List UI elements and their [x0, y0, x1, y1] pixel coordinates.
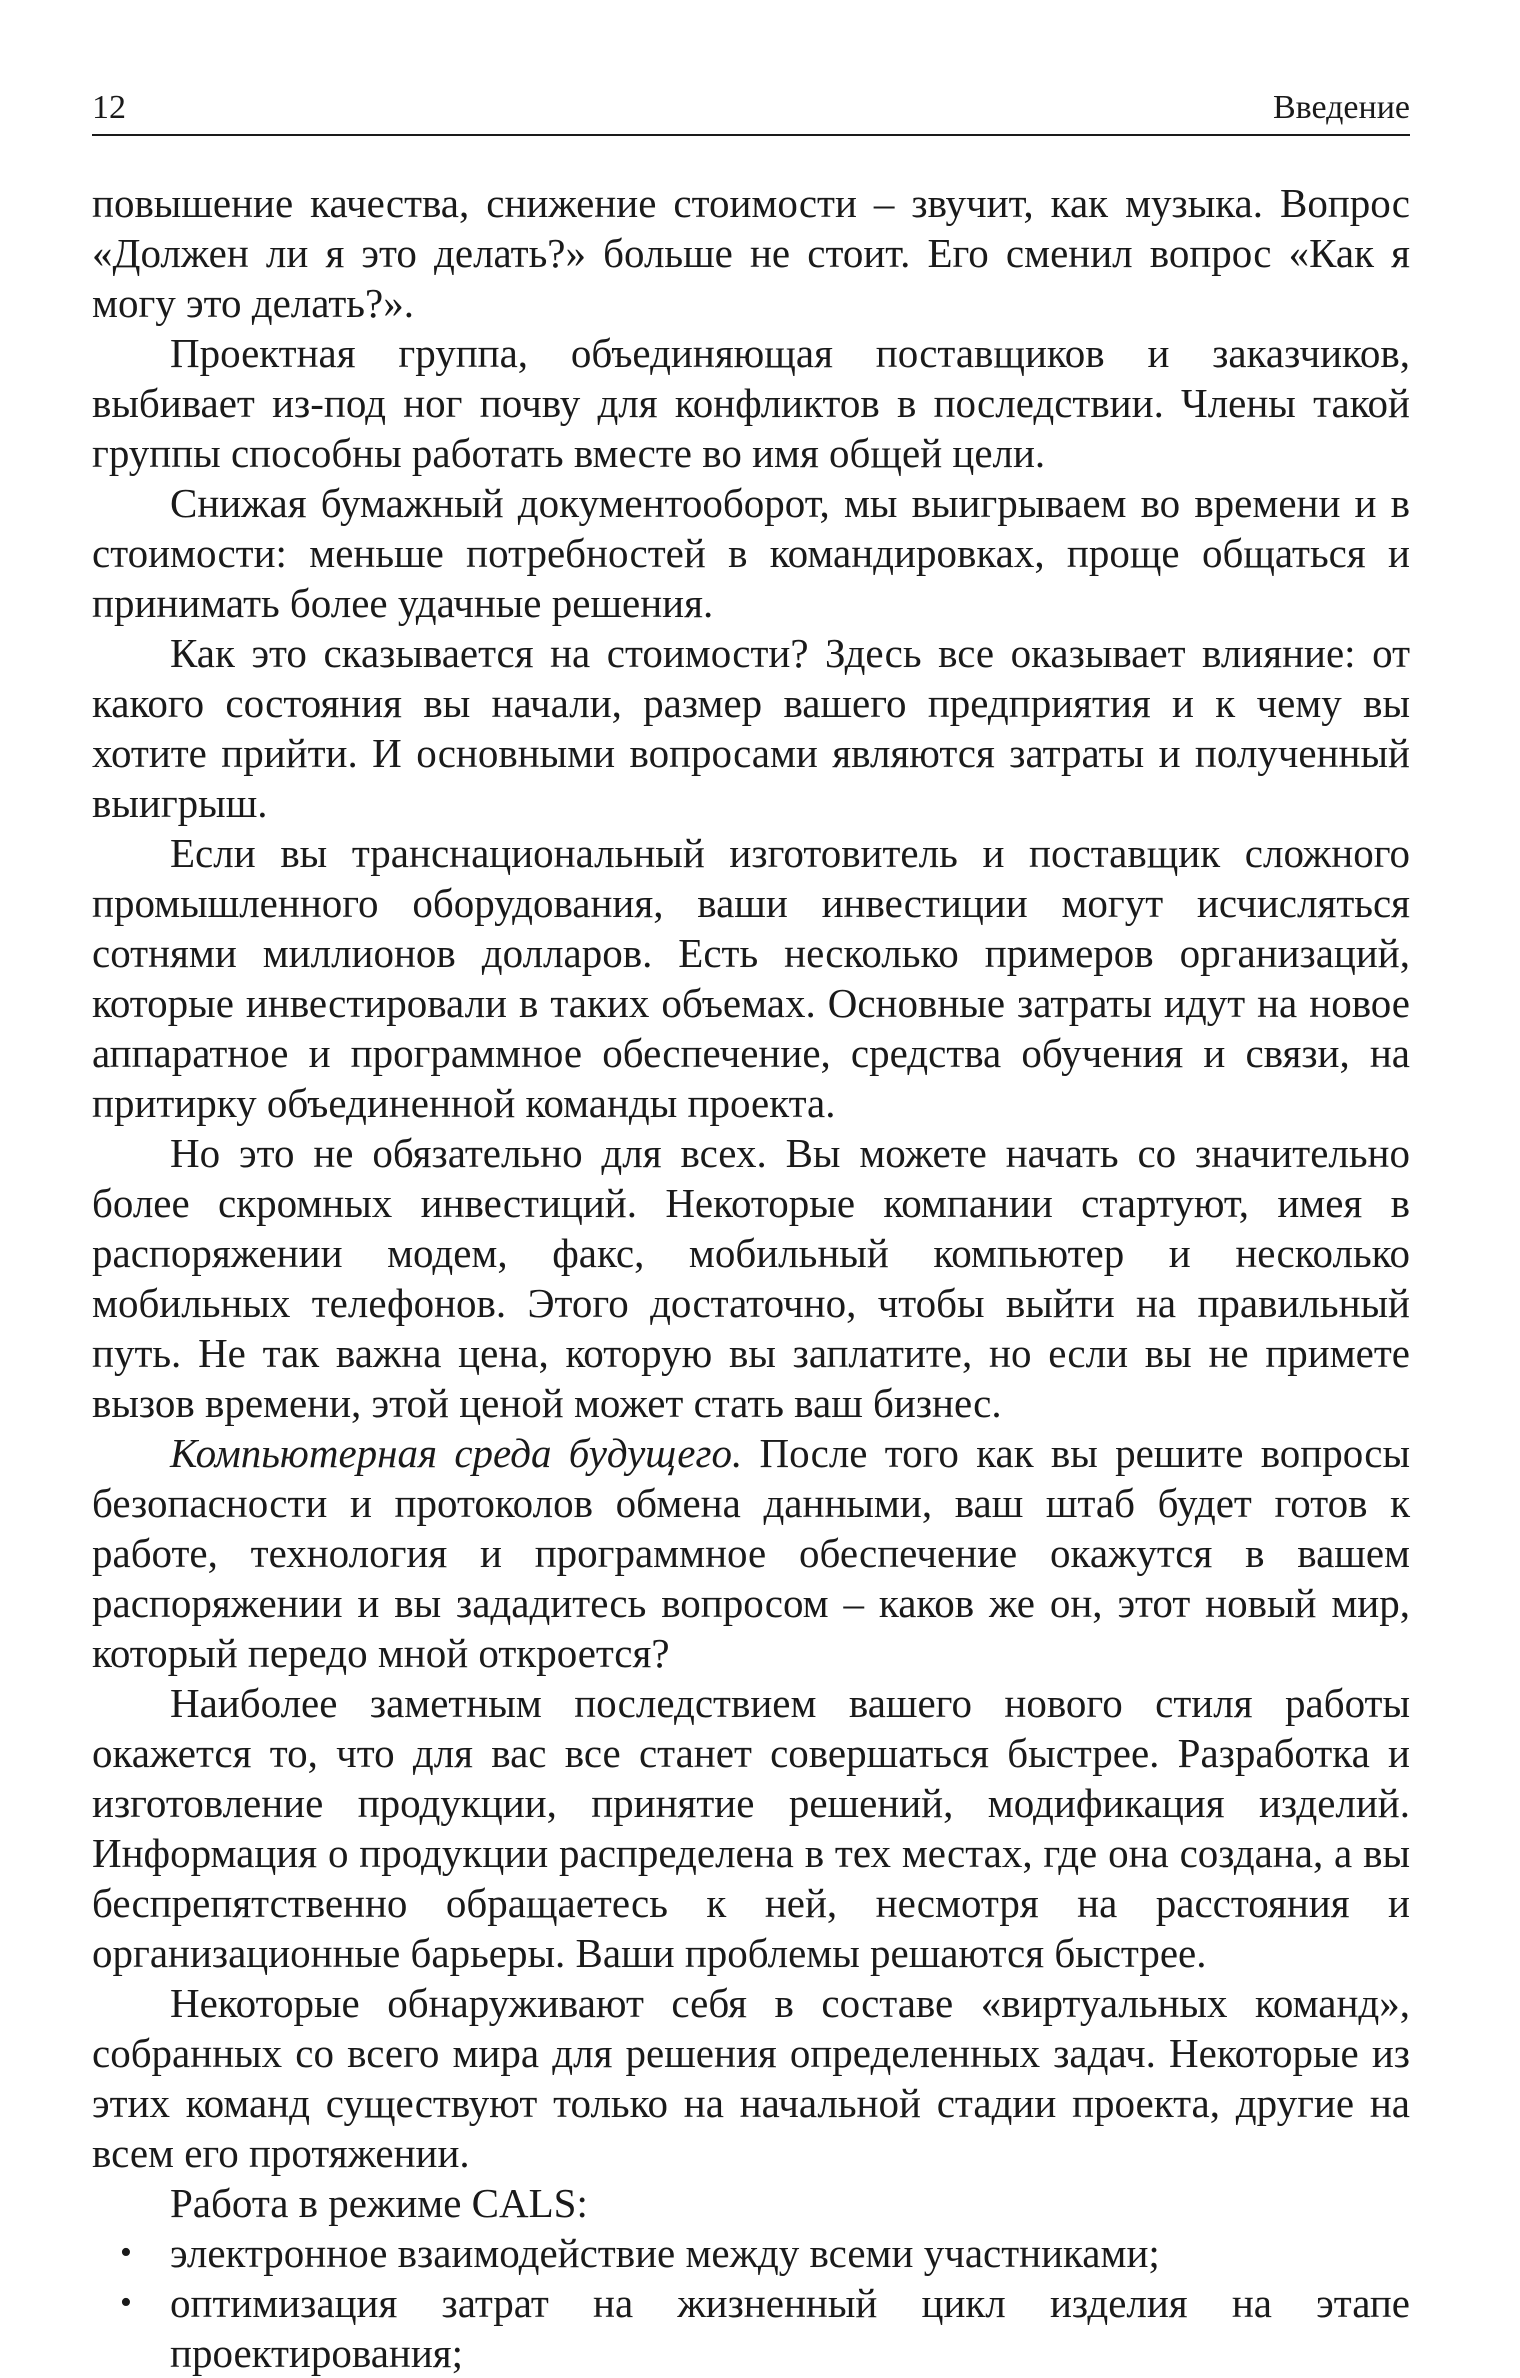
paragraph: Как это сказывается на стоимости? Здесь все оказывает влияние: от какого состояния вы начали, размер вашего предприятия и к чему вы хотите прийти. И основными вопросами являются затраты и полученный выигрыш. [92, 630, 1410, 826]
italic-lead: Компьютерная среда будущего. [170, 1430, 743, 1476]
bullet-icon: • [120, 2234, 132, 2271]
bullet-list [92, 2228, 1410, 2378]
section-title: Введение [1272, 89, 1410, 126]
list-intro: Работа в режиме CALS: [170, 2180, 588, 2226]
italic-paragraph-text: После того как вы решите вопросы безопасности и протоколов обмена данными, ваш штаб будет готов к работе, технология и программное обеспечение окажутся в вашем распоряжении и вы зададитесь вопросом – каков же он, этот новый мир, который передо мной откроется? [92, 1430, 1411, 1676]
list-item [92, 2228, 1410, 2278]
page-number: 12 [92, 89, 126, 126]
paragraph-continuation: повышение качества, снижение стоимости – звучит, как музыка. Вопрос «Должен ли я это делать?» больше не стоит. Его сменил вопрос «Как я могу это делать?». [92, 180, 1410, 326]
paragraph: Проектная группа, объединяющая поставщиков и заказчиков, выбивает из-под ног почву для конфликтов в последствии. Члены такой группы способны работать вместе во имя общей цели. [92, 330, 1410, 476]
paragraph: Если вы транснациональный изготовитель и поставщик сложного промышленного оборудования, ваши инвестиции могут исчисляться сотнями миллионов долларов. Есть несколько примеров организаций, которые инвестировали в таких объемах. Основные затраты идут на новое аппаратное и программное обеспечение, средства обучения и связи, на притирку объединенной команды проекта. [92, 830, 1410, 1126]
paragraph: Снижая бумажный документооборот, мы выигрываем во времени и в стоимости: меньше потребностей в командировках, проще общаться и принимать более удачные решения. [92, 480, 1410, 626]
list-item [92, 2278, 1410, 2378]
paragraph: Некоторые обнаруживают себя в составе «виртуальных команд», собранных со всего мира для решения определенных задач. Некоторые из этих команд существуют только на начальной стадии проекта, другие на всем его протяжении. [92, 1980, 1410, 2176]
running-header [92, 88, 1410, 136]
book-page [92, 88, 1410, 2378]
bullet-icon: • [120, 2284, 132, 2321]
list-item-text: оптимизация затрат на жизненный цикл изделия на этапе проектирования; [170, 2280, 1410, 2376]
list-item-text: электронное взаимодействие между всеми участниками; [170, 2230, 1160, 2276]
paragraph: Наиболее заметным последствием вашего нового стиля работы окажется то, что для вас все станет совершаться быстрее. Разработка и изготовление продукции, принятие решений, модификация изделий. Информация о продукции распределена в тех местах, где она создана, а вы беспрепятственно обращаетесь к ней, несмотря на расстояния и организационные барьеры. Ваши проблемы решаются быстрее. [92, 1680, 1410, 1976]
paragraph-italic-lead [92, 1428, 1410, 1678]
paragraph: Но это не обязательно для всех. Вы можете начать со значительно более скромных инвестиций. Некоторые компании стартуют, имея в распоряжении модем, факс, мобильный компьютер и несколько мобильных телефонов. Этого достаточно, чтобы выйти на правильный путь. Не так важна цена, которую вы заплатите, но если вы не примете вызов времени, этой ценой может стать ваш бизнес. [92, 1130, 1410, 1426]
body-text [92, 178, 1410, 2378]
